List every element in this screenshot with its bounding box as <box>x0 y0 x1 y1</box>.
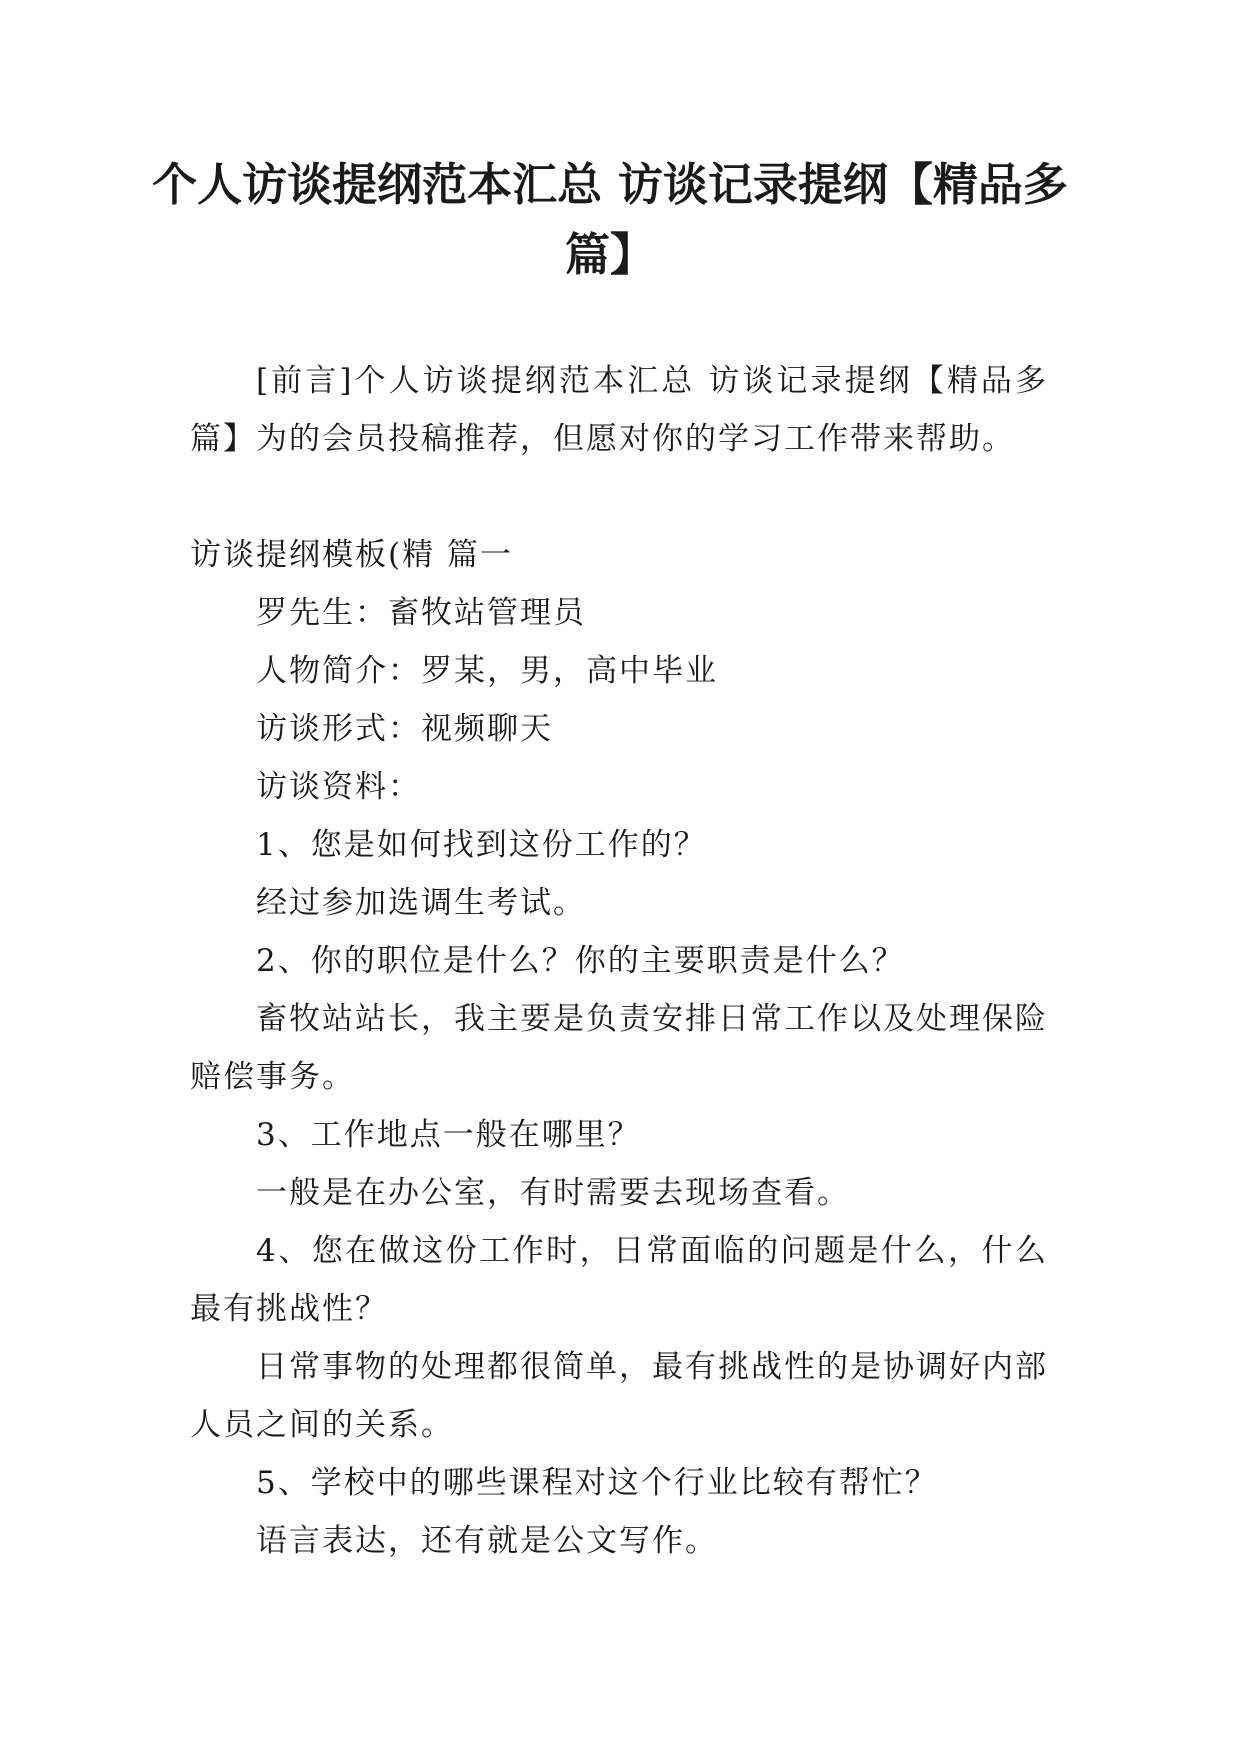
question-paragraph: 3、工作地点一般在哪里？ <box>256 1117 641 1153</box>
question-paragraph: 2、你的职位是什么？你的主要职责是什么？ <box>256 943 905 979</box>
paragraph: 罗先生：畜牧站管理员 <box>256 595 586 631</box>
answer-paragraph: 日常事物的处理都很简单，最有挑战性的是协调好内部人员之间的关系。 <box>190 1349 1048 1443</box>
section-heading: 访谈提纲模板(精 篇一 <box>190 537 513 573</box>
question-paragraph: 1、您是如何找到这份工作的？ <box>256 827 707 863</box>
answer-paragraph: 语言表达，还有就是公文写作。 <box>256 1523 718 1559</box>
paragraph: 访谈形式：视频聊天 <box>256 711 553 747</box>
question-paragraph: 4、您在做这份工作时，日常面临的问题是什么，什么最有挑战性？ <box>190 1233 1048 1327</box>
document-title: 个人访谈提纲范本汇总 访谈记录提纲【精品多篇】 <box>152 158 1068 281</box>
paragraph: 访谈资料： <box>256 769 421 805</box>
answer-paragraph: 畜牧站站长，我主要是负责安排日常工作以及处理保险赔偿事务。 <box>190 1001 1048 1095</box>
answer-paragraph: 经过参加选调生考试。 <box>256 885 586 921</box>
paragraph: 人物简介：罗某，男，高中毕业 <box>256 653 718 689</box>
answer-paragraph: 一般是在办公室，有时需要去现场查看。 <box>256 1175 850 1211</box>
preface-paragraph: [前言]个人访谈提纲范本汇总 访谈记录提纲【精品多篇】为的会员投稿推荐，但愿对你的学习工作带来帮助。 <box>190 363 1048 457</box>
question-paragraph: 5、学校中的哪些课程对这个行业比较有帮忙？ <box>256 1465 938 1501</box>
document-body <box>190 352 1048 1570</box>
